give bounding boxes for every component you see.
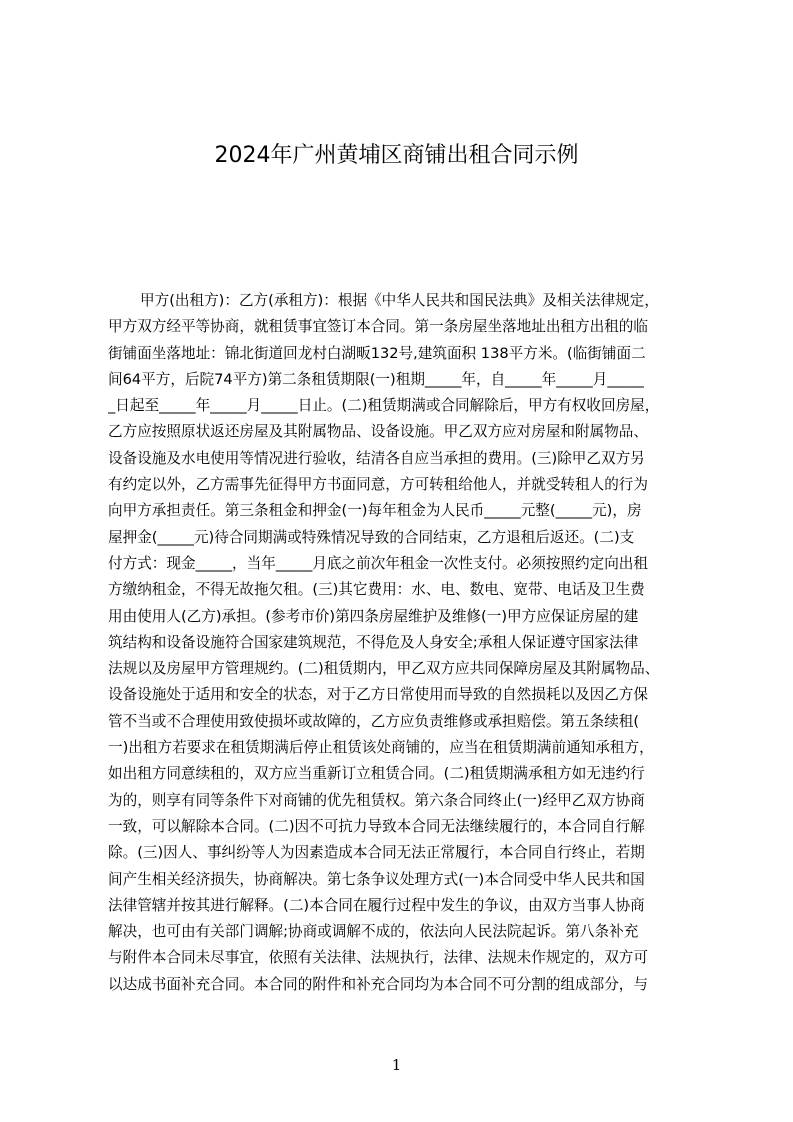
body-line: 与附件本合同未尽事宜，依照有关法律、法规执行，法律、法规未作规定的，双方可 [108,949,648,967]
body-line: 向甲方承担责任。第三条租金和押金(一)每年租金为人民币_____元整(_____元)，房 [108,502,642,520]
body-line: 如出租方同意续租的，双方应当重新订立租赁合同。(二)租赁期满承租方如无违约行 [108,765,645,783]
body-line: _日起至_____年_____月_____日止。(二)租赁期满或合同解除后，甲方有权收回房屋， [108,397,660,415]
body-line: 间产生相关经济损失，协商解决。第七条争议处理方式(一)本合同受中华人民共和国 [108,870,645,888]
body-line: 街铺面坐落地址：锦北街道回龙村白湖畈132号,建筑面积 138平方米。(临街铺面二 [108,344,646,362]
body-line: 乙方应按照原状返还房屋及其附属物品、设备设施。甲乙双方应对房屋和附属物品、 [108,423,648,441]
body-line: 筑结构和设备设施符合国家建筑规范，不得危及人身安全;承租人保证遵守国家法律 [108,633,639,651]
body-line: 为的，则享有同等条件下对商铺的优先租赁权。第六条合同终止(一)经甲乙双方协商 [108,791,645,809]
body-line: 有约定以外，乙方需事先征得甲方书面同意，方可转租给他人，并就受转租人的行为 [108,476,648,494]
page-number: 1 [391,1056,402,1074]
body-line: 设备设施处于适用和安全的状态，对于乙方日常使用而导致的自然损耗以及因乙方保 [108,686,648,704]
contract-body [108,288,698,998]
body-line: 解决，也可由有关部门调解;协商或调解不成的，依法向人民法院起诉。第八条补充 [108,923,639,941]
body-line: 法规以及房屋甲方管理规约。(二)租赁期内，甲乙双方应共同保障房屋及其附属物品、 [108,660,660,678]
body-line: 方缴纳租金，不得无故拖欠租。(三)其它费用：水、电、数电、宽带、电话及卫生费 [108,581,645,599]
body-line: 间64平方，后院74平方)第二条租赁期限(一)租期_____年，自_____年_____月_____ [108,370,644,388]
body-line: 一致，可以解除本合同。(二)因不可抗力导致本合同无法继续履行的，本合同自行解 [108,817,645,835]
body-line: 以达成书面补充合同。本合同的附件和补充合同均为本合同不可分割的组成部分，与 [108,975,648,993]
body-line: 屋押金(_____元)待合同期满或特殊情况导致的合同结束，乙方退租后返还。(二)支 [108,528,635,546]
body-line: 付方式：现金_____，当年_____月底之前次年租金一次性支付。必须按照约定向出租 [108,554,648,572]
body-line: 除。(三)因人、事纠纷等人为因素造成本合同无法正常履行，本合同自行终止，若期 [108,844,645,862]
body-line: 用由使用人(乙方)承担。(参考市价)第四条房屋维护及维修(一)甲方应保证房屋的建 [108,607,639,625]
body-line: 甲方(出租方)：乙方(承租方)：根据《中华人民共和国民法典》及相关法律规定， [140,292,659,309]
body-line: 法律管辖并按其进行解释。(二)本合同在履行过程中发生的争议，由双方当事人协商 [108,896,645,914]
body-line: 管不当或不合理使用致使损坏或故障的，乙方应负责维修或承担赔偿。第五条续租( [108,712,640,730]
body-line: 设备设施及水电使用等情况进行验收，结清各自应当承担的费用。(三)除甲乙双方另 [108,449,645,467]
document-title: 2024年广州黄埔区商铺出租合同示例 [214,143,579,168]
body-line: 一)出租方若要求在租赁期满后停止租赁该处商铺的，应当在租赁期满前通知承租方， [108,739,654,757]
body-line: 甲方双方经平等协商，就租赁事宜签订本合同。第一条房屋坐落地址出租方出租的临 [108,318,648,336]
